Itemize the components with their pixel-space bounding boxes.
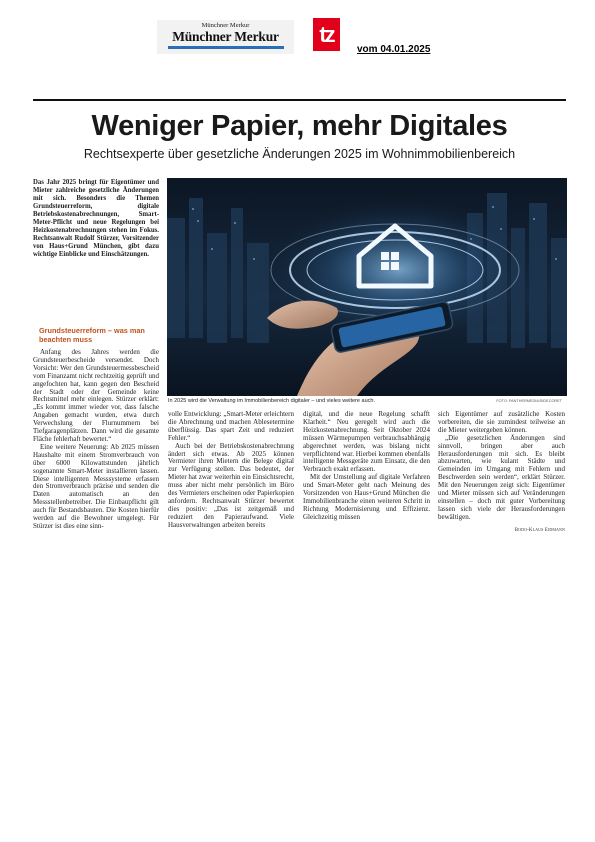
article-author: Bodo-Klaus Eidmann — [514, 527, 565, 533]
intro-paragraph: Das Jahr 2025 bringt für Eigentümer und Mieter zahlreiche gesetzliche Änderungen mit sich. Besonders die Themen Grundsteuerreform, digitale Betriebskostenabrechnungen, Smart-Meter-Pflicht und neue Regelungen bei Heizkostenabrechnungen stehen im Fokus. Rechtsanwalt Rudolf Stürzer, Vorsitzender von Haus+Grund München, gibt dazu wichtige Einblicke und Einschätzungen. — [33, 179, 159, 258]
body-paragraph: Anfang des Jahres werden die Grundsteuerbescheide versendet. Doch Vorsicht: Wer den Grundsteuermessbescheid vom Finanzamt nicht rechtzeitig geprüft und angefochten hat, kann gegen den Bescheid der Stadt oder der Gemeinde keine Rechtsmittel mehr einlegen. Stürzer erklärt: „Es kommt immer wieder vor, dass falsche Angaben gemacht wurden, etwa durch Verwechslung der Flurnummern bei Tiefgaragenplätzen. Dann wird die gesamte Fläche fehlerhaft bewertet.“ — [33, 348, 159, 443]
body-paragraph: volle Entwicklung: „Smart-Meter erleichtern die Abrechnung und machen Ablesetermine überflüssig. Das spart Zeit und reduziert Fehler.“ — [168, 410, 294, 442]
merkur-logo-small-text: Münchner Merkur — [201, 22, 250, 29]
merkur-logo-bar — [168, 46, 284, 49]
body-paragraph: sich Eigentümer auf zusätzliche Kosten vorbereiten, die sie zumindest teilweise an die Mieter weitergeben können. — [438, 410, 565, 434]
header-rule — [33, 99, 566, 101]
photo-caption: In 2025 wird die Verwaltung im Immobilienbereich digitaler – und vieles weitere auch. — [168, 398, 375, 404]
body-paragraph: Mit der Umstellung auf digitale Verfahren und Smart-Meter geht nach Meinung des Vorsitzenden von Haus+Grund München die Immobilienbranche einen weiteren Schritt in Richtung Modernisierung und Effizienz. Gleichzeitig müssen — [303, 473, 430, 521]
article-column-3 — [303, 411, 430, 522]
article-column-2 — [168, 411, 294, 530]
article-column-4 — [438, 411, 565, 535]
article-intro — [33, 179, 159, 259]
body-paragraph: Eine weitere Neuerung: Ab 2025 müssen Haushalte mit einem Stromverbrauch von über 6000 Kilowattstunden jährlich sogenannte Smart-Meter installieren lassen. Diese intelligenten Messsysteme erfassen den Stromverbrauch präzise und senden die Daten automatisch an den Messstellenbetreiber. Die Einbaupflicht gilt auch für Bestandsbauten. Die Kosten hierfür werden auf die Bewohner umgelegt. Für Stürzer ist dies eine sinn- — [33, 442, 159, 530]
body-paragraph: digital, und die neue Regelung schafft Klarheit.“ Neu geregelt wird auch die Heizkostenabrechnung. Seit Oktober 2024 müssen Wärmepumpen verbrauchsabhängig abgerechnet werden, was bislang nicht verpflichtend war. Hierbei kommen ebenfalls intelligente Messgeräte zum Einsatz, die den Verbrauch exakt erfassen. — [303, 410, 430, 474]
merkur-logo-big-text: Münchner Merkur — [172, 29, 279, 44]
body-paragraph: Auch bei der Betriebskostenabrechnung ändert sich etwas. Ab 2025 können Vermieter ihren Mietern die Belege digital zur Verfügung stellen. Das bedeutet, der Mieter hat zwar weiterhin ein Einsichtsrecht, muss aber nicht mehr persönlich im Büro des Vermieters erscheinen oder Papierkopien anfordern. Rechtsanwalt Stürzer bewertet dies positiv: „Das ist zeitgemäß und reduziert den Papieraufwand. Viele Hausverwaltungen arbeiten bereits — [168, 441, 294, 529]
article-headline: Weniger Papier, mehr Digitales — [91, 110, 508, 142]
publication-date: vom 04.01.2025 — [357, 44, 431, 55]
body-paragraph: „Die gesetzlichen Änderungen sind sinnvoll, bringen aber auch Herausforderungen mit sich. Es bleibt abzuwarten, wie kulant Städte und Gemeinden im Umgang mit Fehlern und Beschwerden sein werden“, erklärt Stürzer. Mit den Neuerungen zeigt sich: Eigentümer und Mieter müssen sich auf Veränderungen einstellen – doch mit guter Vorbereitung lassen sich viele der Herausforderungen bewältigen. — [438, 433, 565, 521]
article-photo — [167, 178, 567, 396]
article-subheadline: Rechtsexperte über gesetzliche Änderungen 2025 im Wohnimmobilienbereich — [83, 147, 516, 161]
section-heading: Grundsteuerreform – was man beachten muss — [39, 326, 145, 344]
article-column-1 — [33, 326, 159, 531]
muenchner-merkur-logo — [157, 20, 294, 54]
photo-credit: FOTO: PANTHERMEDIA/SIDECORET — [496, 399, 562, 403]
tz-logo: tz — [313, 18, 340, 51]
